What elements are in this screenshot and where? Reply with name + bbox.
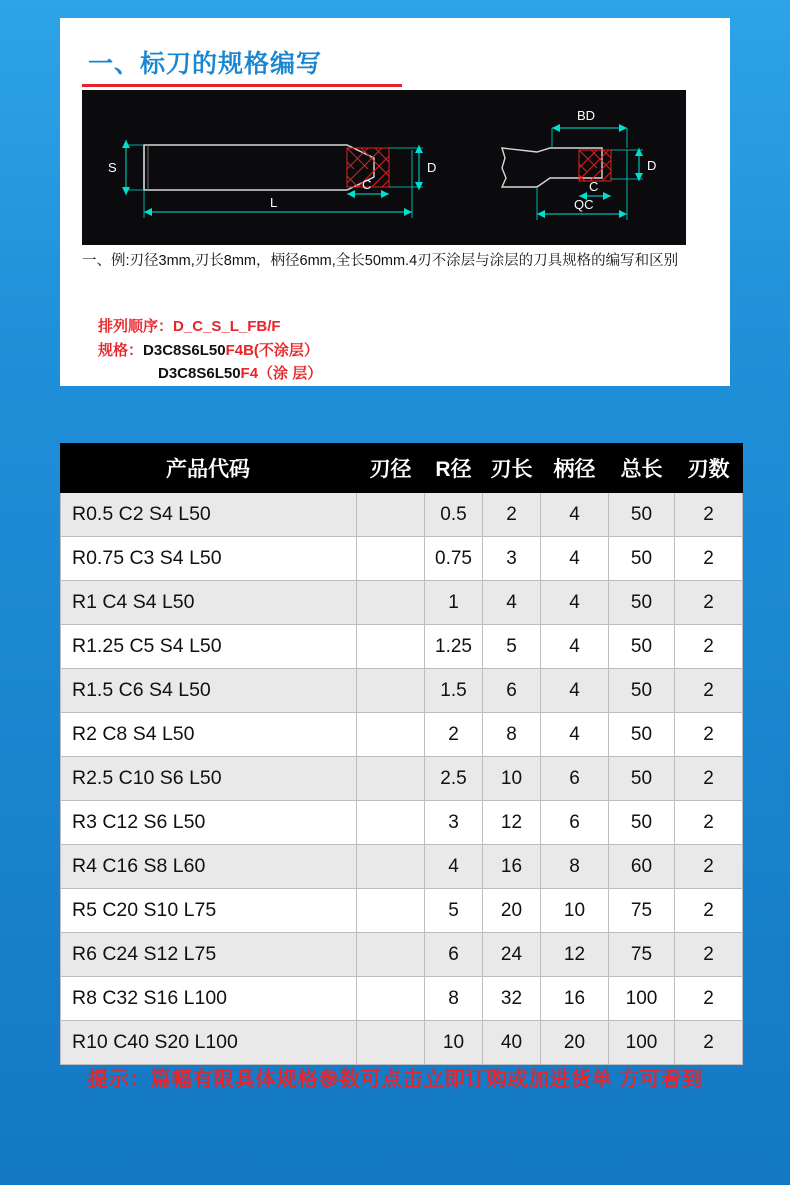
cell-flutes: 2 xyxy=(675,845,743,889)
cell-code: R1 C4 S4 L50 xyxy=(61,581,357,625)
cell-total: 75 xyxy=(609,933,675,977)
table-row xyxy=(61,845,743,889)
cell-flutes: 2 xyxy=(675,1021,743,1065)
table-row xyxy=(61,801,743,845)
cell-r: 6 xyxy=(425,933,483,977)
cell-r: 1.5 xyxy=(425,669,483,713)
cell-total: 50 xyxy=(609,713,675,757)
spec-label: 规格： xyxy=(98,341,144,359)
cell-blade-len: 8 xyxy=(483,713,541,757)
cell-blade-dia xyxy=(357,933,425,977)
cell-blade-dia xyxy=(357,977,425,1021)
cell-r: 1.25 xyxy=(425,625,483,669)
diagram-label-bd: BD xyxy=(577,108,596,123)
cell-flutes: 2 xyxy=(675,713,743,757)
cell-shank: 20 xyxy=(541,1021,609,1065)
cell-total: 100 xyxy=(609,1021,675,1065)
cell-flutes: 2 xyxy=(675,801,743,845)
cell-blade-dia xyxy=(357,757,425,801)
cell-r: 2 xyxy=(425,713,483,757)
cell-r: 0.5 xyxy=(425,493,483,537)
spec-value-1-prefix: D3C8S6L50 xyxy=(143,341,226,359)
cell-blade-len: 12 xyxy=(483,801,541,845)
cell-shank: 8 xyxy=(541,845,609,889)
cell-total: 100 xyxy=(609,977,675,1021)
table-body xyxy=(61,493,743,1065)
cell-flutes: 2 xyxy=(675,625,743,669)
cell-flutes: 2 xyxy=(675,581,743,625)
table-row xyxy=(61,757,743,801)
table-row xyxy=(61,933,743,977)
table-row xyxy=(61,537,743,581)
cell-flutes: 2 xyxy=(675,933,743,977)
cell-total: 50 xyxy=(609,757,675,801)
table-row xyxy=(61,581,743,625)
cell-blade-len: 40 xyxy=(483,1021,541,1065)
tool-dimension-diagram xyxy=(82,90,686,245)
cell-flutes: 2 xyxy=(675,493,743,537)
order-row xyxy=(98,315,322,339)
cell-blade-len: 20 xyxy=(483,889,541,933)
cell-blade-dia xyxy=(357,713,425,757)
cell-total: 50 xyxy=(609,801,675,845)
cell-r: 2.5 xyxy=(425,757,483,801)
cell-blade-len: 16 xyxy=(483,845,541,889)
cell-blade-len: 5 xyxy=(483,625,541,669)
cell-r: 3 xyxy=(425,801,483,845)
cell-code: R1.25 C5 S4 L50 xyxy=(61,625,357,669)
cell-r: 10 xyxy=(425,1021,483,1065)
cell-shank: 6 xyxy=(541,757,609,801)
cell-blade-dia xyxy=(357,493,425,537)
cell-r: 4 xyxy=(425,845,483,889)
cell-blade-dia xyxy=(357,581,425,625)
diagram-label-qc: QC xyxy=(574,197,594,212)
cell-blade-dia xyxy=(357,801,425,845)
cell-shank: 4 xyxy=(541,713,609,757)
cell-blade-dia xyxy=(357,669,425,713)
cell-shank: 4 xyxy=(541,669,609,713)
spec-row-2 xyxy=(98,362,322,386)
cell-blade-dia xyxy=(357,537,425,581)
spec-table-container xyxy=(60,443,742,1065)
cell-shank: 10 xyxy=(541,889,609,933)
cell-blade-len: 3 xyxy=(483,537,541,581)
cell-shank: 4 xyxy=(541,581,609,625)
spec-row-1 xyxy=(98,339,322,363)
cell-total: 60 xyxy=(609,845,675,889)
cell-shank: 4 xyxy=(541,493,609,537)
table-row xyxy=(61,713,743,757)
page-title: 一、标刀的规格编写 xyxy=(88,50,323,78)
example-description: 一、例:刃径3mm,刃长8mm，柄径6mm,全长50mm.4刃不涂层与涂层的刀具规格的编写和区别 xyxy=(82,253,679,269)
cell-blade-len: 2 xyxy=(483,493,541,537)
diagram-label-s: S xyxy=(108,160,117,175)
table-header-r: R径 xyxy=(425,444,483,493)
spec-value-1-suffix: F4B(不涂层） xyxy=(225,341,319,359)
spec-value-2-prefix: D3C8S6L50 xyxy=(158,365,241,383)
cell-shank: 4 xyxy=(541,537,609,581)
cell-r: 1 xyxy=(425,581,483,625)
table-header-blade-len: 刃长 xyxy=(483,444,541,493)
table-row xyxy=(61,625,743,669)
cell-code: R3 C12 S6 L50 xyxy=(61,801,357,845)
cell-blade-len: 32 xyxy=(483,977,541,1021)
table-header-code: 产品代码 xyxy=(61,444,357,493)
diagram-label-c2: C xyxy=(589,179,599,194)
cell-flutes: 2 xyxy=(675,669,743,713)
table-row xyxy=(61,493,743,537)
order-label: 排列顺序： xyxy=(98,318,174,335)
title-underline xyxy=(82,84,402,87)
cell-total: 50 xyxy=(609,493,675,537)
cell-flutes: 2 xyxy=(675,537,743,581)
cell-code: R4 C16 S8 L60 xyxy=(61,845,357,889)
diagram-label-d2: D xyxy=(647,158,657,173)
cell-total: 50 xyxy=(609,625,675,669)
cell-flutes: 2 xyxy=(675,977,743,1021)
table-header-blade-dia: 刃径 xyxy=(357,444,425,493)
spec-table xyxy=(60,443,743,1065)
table-row xyxy=(61,669,743,713)
spec-encoding-block xyxy=(98,315,322,386)
spec-value-2-suffix: F4（涂 层） xyxy=(240,365,323,383)
cell-code: R0.75 C3 S4 L50 xyxy=(61,537,357,581)
cell-blade-dia xyxy=(357,625,425,669)
cell-blade-len: 24 xyxy=(483,933,541,977)
spec-explanation-panel xyxy=(60,18,730,386)
table-header-total: 总长 xyxy=(609,444,675,493)
cell-r: 5 xyxy=(425,889,483,933)
diagram-label-l: L xyxy=(270,195,278,210)
table-row xyxy=(61,889,743,933)
cell-code: R2 C8 S4 L50 xyxy=(61,713,357,757)
cell-shank: 4 xyxy=(541,625,609,669)
cell-flutes: 2 xyxy=(675,757,743,801)
cell-total: 50 xyxy=(609,537,675,581)
cell-code: R6 C24 S12 L75 xyxy=(61,933,357,977)
cell-blade-len: 4 xyxy=(483,581,541,625)
order-value: D_C_S_L_FB/F xyxy=(173,318,281,335)
footer-note: 提示：篇幅有限具体规格参数可点击立即订购或加进货单 方可看到 xyxy=(87,1068,703,1091)
table-header-flutes: 刃数 xyxy=(675,444,743,493)
cell-r: 8 xyxy=(425,977,483,1021)
cell-code: R5 C20 S10 L75 xyxy=(61,889,357,933)
table-header-shank: 柄径 xyxy=(541,444,609,493)
cell-blade-dia xyxy=(357,1021,425,1065)
cell-total: 50 xyxy=(609,669,675,713)
diagram-label-c: C xyxy=(362,177,372,192)
cell-code: R10 C40 S20 L100 xyxy=(61,1021,357,1065)
cell-blade-dia xyxy=(357,845,425,889)
cell-shank: 6 xyxy=(541,801,609,845)
cell-flutes: 2 xyxy=(675,889,743,933)
cell-code: R2.5 C10 S6 L50 xyxy=(61,757,357,801)
cell-total: 75 xyxy=(609,889,675,933)
cell-blade-len: 6 xyxy=(483,669,541,713)
cell-code: R0.5 C2 S4 L50 xyxy=(61,493,357,537)
cell-r: 0.75 xyxy=(425,537,483,581)
table-row xyxy=(61,1021,743,1065)
cell-shank: 12 xyxy=(541,933,609,977)
cell-total: 50 xyxy=(609,581,675,625)
cell-shank: 16 xyxy=(541,977,609,1021)
cell-blade-dia xyxy=(357,889,425,933)
table-row xyxy=(61,977,743,1021)
table-header-row xyxy=(61,444,743,493)
cell-code: R8 C32 S16 L100 xyxy=(61,977,357,1021)
cell-blade-len: 10 xyxy=(483,757,541,801)
diagram-label-d: D xyxy=(427,160,437,175)
cell-code: R1.5 C6 S4 L50 xyxy=(61,669,357,713)
